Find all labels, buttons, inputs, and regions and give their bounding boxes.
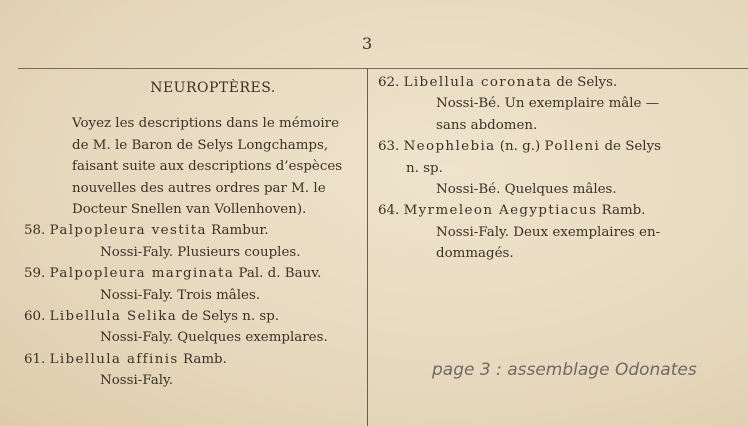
species-author: de Selys n. sp. <box>177 309 280 325</box>
locality: Nossi-Bé. Quelques mâles. <box>436 182 617 198</box>
species-name: Polleni <box>544 139 601 155</box>
species-author: Ramb. <box>597 203 646 219</box>
column-divider <box>367 68 368 426</box>
species-name: Libellula Selika <box>49 309 178 325</box>
entry-number: 61. <box>24 351 46 367</box>
entry-number: 59. <box>24 266 46 282</box>
locality: Nossi-Faly. Trois mâles. <box>100 287 261 303</box>
entry-61 <box>24 349 362 370</box>
species-name: Palpopleura marginata <box>49 266 235 282</box>
locality-continued: dommagés. <box>436 246 514 262</box>
locality: Nossi-Faly. Quelques exemplares. <box>100 330 328 346</box>
entry-63 <box>378 136 748 157</box>
entry-62 <box>378 72 748 93</box>
species-name: Palpopleura vestita <box>49 223 207 239</box>
intro-line: Docteur Snellen van Vollenhoven). <box>72 202 307 218</box>
species-author: de Selys. <box>552 75 618 90</box>
entry-number: 60. <box>24 309 46 325</box>
intro-line: Voyez les descriptions dans le mémoire <box>72 116 340 132</box>
intro-line: de M. le Baron de Selys Longchamps, <box>72 137 329 153</box>
header-rule <box>18 68 748 69</box>
right-column <box>378 72 748 265</box>
species-author: Ramb. <box>178 351 227 367</box>
entry-59 <box>24 263 362 284</box>
locality: Nossi-Faly. Plusieurs couples. <box>100 244 301 260</box>
entry-60 <box>24 306 362 327</box>
entry-number: 62. <box>378 75 400 90</box>
entry-number: 58. <box>24 223 46 239</box>
species-name: Libellula coronata <box>403 75 553 90</box>
entry-continued: n. sp. <box>406 160 443 176</box>
section-heading: NEUROPTÈRES. <box>150 80 276 96</box>
caption: page 3 : assemblage Odonates <box>432 360 697 380</box>
entry-number: 63. <box>378 139 400 155</box>
intro-line: faisant suite aux descriptions d’espèces <box>72 159 343 175</box>
locality-continued: sans abdomen. <box>436 117 538 133</box>
species-author: Rambur. <box>206 223 269 239</box>
species-author: de Selys <box>600 139 662 155</box>
locality: Nossi-Faly. Deux exemplaires en- <box>436 224 661 240</box>
species-name: Myrmeleon Aegyptiacus <box>403 203 598 219</box>
intro-line: nouvelles des autres ordres par M. le <box>72 180 326 196</box>
locality: Nossi-Faly. <box>100 373 174 389</box>
genus-note: (n. g.) <box>495 139 545 155</box>
species-name: Libellula affinis <box>49 351 179 367</box>
species-author: Pal. d. Bauv. <box>234 266 322 282</box>
entry-number: 64. <box>378 203 400 219</box>
entry-64 <box>378 200 748 221</box>
intro-paragraph <box>24 113 362 220</box>
genus-name: Neophlebia <box>403 139 496 155</box>
left-column <box>24 76 362 392</box>
locality: Nossi-Bé. Un exemplaire mâle — <box>436 96 660 112</box>
page-number: 3 <box>362 34 373 53</box>
entry-58 <box>24 220 362 241</box>
